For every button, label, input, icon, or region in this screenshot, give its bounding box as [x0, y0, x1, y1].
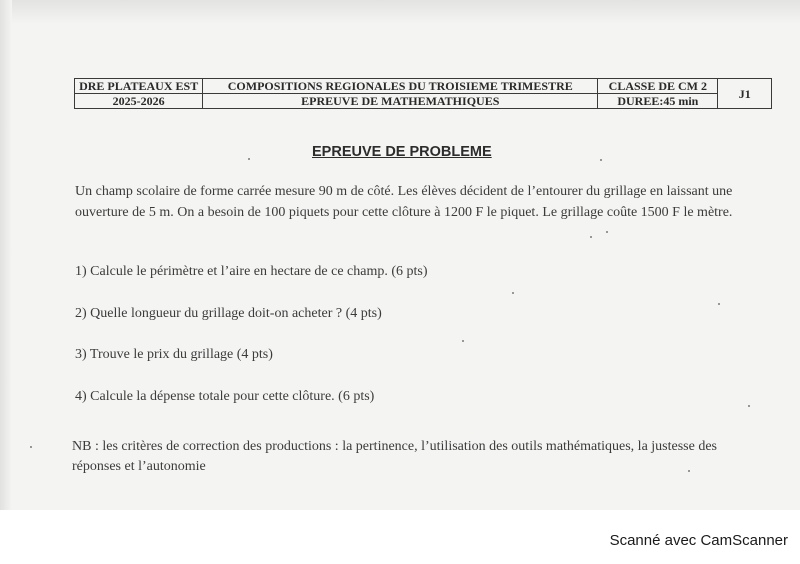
question-3: 3) Trouve le prix du grillage (4 pts): [75, 347, 273, 362]
speck: [600, 159, 602, 161]
exam-header-table: [74, 78, 772, 109]
duree-cell: DUREE:45 min: [598, 94, 718, 109]
code-cell: J1: [718, 79, 772, 109]
class-cell: CLASSE DE CM 2: [598, 79, 718, 94]
speck: [718, 303, 720, 305]
question-4: 4) Calcule la dépense totale pour cette clôture. (6 pts): [75, 389, 375, 404]
speck: [606, 231, 608, 233]
speck: [462, 340, 464, 342]
speck: [688, 470, 690, 472]
speck: [30, 446, 32, 448]
problem-statement: Un champ scolaire de forme carrée mesure 90 m de côté. Les élèves décident de l’entourer du grillage en laissant une ouverture de 5 m. On a besoin de 100 piquets pour cette clôture à 1200 F le piquet. Le grillage coûte 1500 F le mètre.: [75, 184, 733, 220]
page-shadow-top: [0, 0, 800, 24]
dre-cell: DRE PLATEAUX EST: [75, 79, 203, 94]
page-title: EPREUVE DE PROBLEME: [312, 144, 492, 160]
speck: [512, 292, 514, 294]
composition-cell: COMPOSITIONS REGIONALES DU TROISIEME TRIMESTRE: [203, 79, 598, 94]
year-cell: 2025-2026: [75, 94, 203, 109]
question-1: 1) Calcule le périmètre et l’aire en hectare de ce champ. (6 pts): [75, 264, 428, 279]
page-shadow-left: [0, 0, 12, 510]
scanner-watermark: Scanné avec CamScanner: [609, 532, 788, 549]
speck: [748, 405, 750, 407]
question-2: 2) Quelle longueur du grillage doit-on acheter ? (4 pts): [75, 306, 382, 321]
epreuve-cell: EPREUVE DE MATHEMATHIQUES: [203, 94, 598, 109]
speck: [248, 158, 250, 160]
speck: [590, 236, 592, 238]
nb-note: NB : les critères de correction des productions : la pertinence, l’utilisation des outils mathématiques, la justesse des réponses et l’autonomie: [72, 439, 717, 474]
